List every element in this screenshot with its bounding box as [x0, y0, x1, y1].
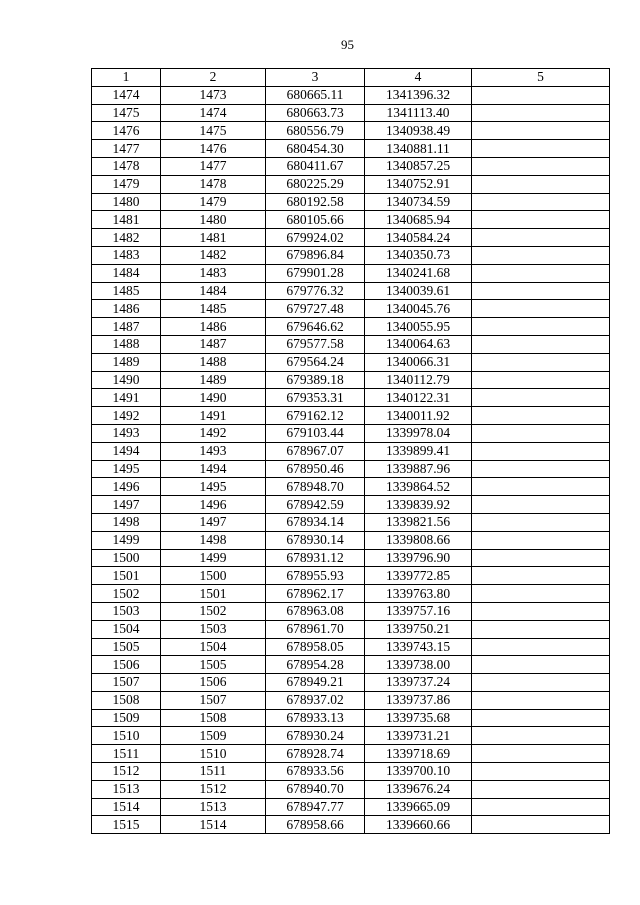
table-cell-col-3: 678958.66: [266, 816, 365, 834]
table-cell-col-4: 1340039.61: [365, 282, 472, 300]
table-cell-col-3: 678947.77: [266, 798, 365, 816]
table-cell-col-5: [472, 211, 610, 229]
table-cell-col-1: 1500: [92, 549, 161, 567]
table-cell-col-2: 1491: [161, 407, 266, 425]
table-cell-col-4: 1340584.24: [365, 229, 472, 247]
table-cell-col-1: 1506: [92, 656, 161, 674]
table-row: [92, 140, 610, 158]
table-cell-col-3: 678949.21: [266, 674, 365, 692]
table-cell-col-2: 1493: [161, 442, 266, 460]
table-row: [92, 193, 610, 211]
table-cell-col-2: 1475: [161, 122, 266, 140]
table-cell-col-3: 679103.44: [266, 424, 365, 442]
table-cell-col-3: 678930.24: [266, 727, 365, 745]
table-row: [92, 371, 610, 389]
table-cell-col-2: 1512: [161, 780, 266, 798]
table-cell-col-2: 1480: [161, 211, 266, 229]
table-cell-col-2: 1508: [161, 709, 266, 727]
table-cell-col-2: 1497: [161, 513, 266, 531]
table-cell-col-5: [472, 727, 610, 745]
table-cell-col-4: 1341396.32: [365, 86, 472, 104]
table-cell-col-4: 1340938.49: [365, 122, 472, 140]
table-cell-col-1: 1494: [92, 442, 161, 460]
table-row: [92, 460, 610, 478]
table-cell-col-1: 1514: [92, 798, 161, 816]
table-row: [92, 246, 610, 264]
table-cell-col-4: 1339899.41: [365, 442, 472, 460]
table-cell-col-3: 679924.02: [266, 229, 365, 247]
table-cell-col-5: [472, 318, 610, 336]
table-cell-col-3: 678967.07: [266, 442, 365, 460]
table-row: [92, 282, 610, 300]
table-cell-col-5: [472, 709, 610, 727]
table-cell-col-1: 1493: [92, 424, 161, 442]
table-cell-col-5: [472, 175, 610, 193]
table-cell-col-1: 1490: [92, 371, 161, 389]
table-cell-col-3: 679162.12: [266, 407, 365, 425]
table-row: [92, 798, 610, 816]
table-cell-col-1: 1477: [92, 140, 161, 158]
table-cell-col-2: 1500: [161, 567, 266, 585]
table-cell-col-3: 678950.46: [266, 460, 365, 478]
table-cell-col-2: 1484: [161, 282, 266, 300]
table-cell-col-5: [472, 691, 610, 709]
table-row: [92, 709, 610, 727]
table-row: [92, 424, 610, 442]
table-cell-col-1: 1501: [92, 567, 161, 585]
table-cell-col-1: 1481: [92, 211, 161, 229]
table-cell-col-2: 1510: [161, 745, 266, 763]
table-cell-col-5: [472, 424, 610, 442]
table-cell-col-5: [472, 122, 610, 140]
table-cell-col-3: 679389.18: [266, 371, 365, 389]
table-cell-col-5: [472, 229, 610, 247]
table-cell-col-2: 1481: [161, 229, 266, 247]
table-cell-col-5: [472, 460, 610, 478]
table-cell-col-2: 1507: [161, 691, 266, 709]
table-row: [92, 104, 610, 122]
table-row: [92, 86, 610, 104]
table-cell-col-5: [472, 567, 610, 585]
table-cell-col-3: 678954.28: [266, 656, 365, 674]
table-cell-col-1: 1510: [92, 727, 161, 745]
table-cell-col-1: 1474: [92, 86, 161, 104]
table-cell-col-4: 1339737.86: [365, 691, 472, 709]
table-cell-col-4: 1339887.96: [365, 460, 472, 478]
table-cell-col-2: 1483: [161, 264, 266, 282]
table-cell-col-4: 1339772.85: [365, 567, 472, 585]
table-cell-col-5: [472, 513, 610, 531]
table-cell-col-3: 678963.08: [266, 602, 365, 620]
table-cell-col-5: [472, 549, 610, 567]
table-row: [92, 567, 610, 585]
table-row: [92, 478, 610, 496]
table-cell-col-1: 1505: [92, 638, 161, 656]
table-cell-col-5: [472, 780, 610, 798]
table-cell-col-4: 1340011.92: [365, 407, 472, 425]
table-row: [92, 353, 610, 371]
table-cell-col-5: [472, 620, 610, 638]
table-row: [92, 531, 610, 549]
table-cell-col-4: 1340350.73: [365, 246, 472, 264]
table-cell-col-5: [472, 674, 610, 692]
table-cell-col-4: 1339757.16: [365, 602, 472, 620]
table-cell-col-2: 1502: [161, 602, 266, 620]
table-cell-col-2: 1477: [161, 157, 266, 175]
table-cell-col-1: 1507: [92, 674, 161, 692]
table-cell-col-5: [472, 246, 610, 264]
table-row: [92, 157, 610, 175]
column-header-2: 2: [161, 69, 266, 87]
table-cell-col-1: 1491: [92, 389, 161, 407]
table-cell-col-1: 1509: [92, 709, 161, 727]
table-cell-col-3: 680105.66: [266, 211, 365, 229]
table-cell-col-2: 1509: [161, 727, 266, 745]
table-cell-col-4: 1339731.21: [365, 727, 472, 745]
table-cell-col-5: [472, 602, 610, 620]
table-row: [92, 602, 610, 620]
table-cell-col-4: 1339763.80: [365, 585, 472, 603]
table-cell-col-4: 1339839.92: [365, 496, 472, 514]
table-cell-col-1: 1503: [92, 602, 161, 620]
table-body: [92, 86, 610, 833]
table-cell-col-1: 1495: [92, 460, 161, 478]
table-cell-col-2: 1485: [161, 300, 266, 318]
table-cell-col-1: 1475: [92, 104, 161, 122]
table-row: [92, 300, 610, 318]
table-cell-col-2: 1482: [161, 246, 266, 264]
table-cell-col-1: 1496: [92, 478, 161, 496]
table-cell-col-4: 1340857.25: [365, 157, 472, 175]
table-cell-col-3: 678931.12: [266, 549, 365, 567]
table-cell-col-4: 1339743.15: [365, 638, 472, 656]
table-cell-col-2: 1511: [161, 763, 266, 781]
table-cell-col-5: [472, 478, 610, 496]
table-cell-col-4: 1340881.11: [365, 140, 472, 158]
table-cell-col-1: 1485: [92, 282, 161, 300]
table-cell-col-3: 678948.70: [266, 478, 365, 496]
table-cell-col-1: 1515: [92, 816, 161, 834]
table-cell-col-3: 679577.58: [266, 335, 365, 353]
table-cell-col-1: 1499: [92, 531, 161, 549]
table-cell-col-3: 679353.31: [266, 389, 365, 407]
table-cell-col-2: 1503: [161, 620, 266, 638]
table-cell-col-1: 1512: [92, 763, 161, 781]
table-cell-col-3: 680192.58: [266, 193, 365, 211]
table-cell-col-5: [472, 585, 610, 603]
table-cell-col-1: 1508: [92, 691, 161, 709]
table-row: [92, 585, 610, 603]
table-cell-col-1: 1482: [92, 229, 161, 247]
table-cell-col-3: 678961.70: [266, 620, 365, 638]
table-cell-col-2: 1473: [161, 86, 266, 104]
table-cell-col-5: [472, 371, 610, 389]
table-cell-col-3: 680225.29: [266, 175, 365, 193]
table-cell-col-3: 678937.02: [266, 691, 365, 709]
table-cell-col-5: [472, 353, 610, 371]
table-cell-col-3: 679727.48: [266, 300, 365, 318]
table-cell-col-1: 1502: [92, 585, 161, 603]
table-cell-col-4: 1339864.52: [365, 478, 472, 496]
table-cell-col-4: 1340685.94: [365, 211, 472, 229]
table-row: [92, 620, 610, 638]
table-cell-col-2: 1495: [161, 478, 266, 496]
table-cell-col-1: 1480: [92, 193, 161, 211]
table-row: [92, 407, 610, 425]
column-header-1: 1: [92, 69, 161, 87]
table-cell-col-5: [472, 104, 610, 122]
table-row: [92, 674, 610, 692]
table-cell-col-5: [472, 798, 610, 816]
table-cell-col-2: 1498: [161, 531, 266, 549]
table-cell-col-1: 1489: [92, 353, 161, 371]
table-cell-col-3: 680663.73: [266, 104, 365, 122]
table-row: [92, 549, 610, 567]
table-cell-col-5: [472, 442, 610, 460]
table-row: [92, 513, 610, 531]
table-cell-col-4: 1339978.04: [365, 424, 472, 442]
table-cell-col-4: 1340055.95: [365, 318, 472, 336]
table-cell-col-5: [472, 816, 610, 834]
table-cell-col-2: 1501: [161, 585, 266, 603]
table-cell-col-2: 1486: [161, 318, 266, 336]
table-cell-col-4: 1339660.66: [365, 816, 472, 834]
table-row: [92, 745, 610, 763]
table-cell-col-3: 678928.74: [266, 745, 365, 763]
table-cell-col-5: [472, 264, 610, 282]
table-cell-col-2: 1492: [161, 424, 266, 442]
table-cell-col-4: 1339737.24: [365, 674, 472, 692]
table-cell-col-5: [472, 335, 610, 353]
table-row: [92, 691, 610, 709]
table-row: [92, 442, 610, 460]
table-cell-col-3: 678940.70: [266, 780, 365, 798]
page-number: 95: [341, 37, 354, 52]
table-row: [92, 496, 610, 514]
table-cell-col-2: 1489: [161, 371, 266, 389]
header-row: [92, 69, 610, 87]
table-cell-col-4: 1339735.68: [365, 709, 472, 727]
table-row: [92, 175, 610, 193]
table-cell-col-2: 1494: [161, 460, 266, 478]
table-cell-col-5: [472, 193, 610, 211]
table-row: [92, 389, 610, 407]
table-cell-col-2: 1474: [161, 104, 266, 122]
table-cell-col-2: 1514: [161, 816, 266, 834]
table-cell-col-3: 680556.79: [266, 122, 365, 140]
table-cell-col-5: [472, 140, 610, 158]
table-cell-col-4: 1339796.90: [365, 549, 472, 567]
table-cell-col-4: 1339700.10: [365, 763, 472, 781]
table-row: [92, 816, 610, 834]
table-row: [92, 122, 610, 140]
table-row: [92, 780, 610, 798]
table-cell-col-4: 1340241.68: [365, 264, 472, 282]
table-cell-col-2: 1506: [161, 674, 266, 692]
table-cell-col-5: [472, 282, 610, 300]
table-cell-col-1: 1486: [92, 300, 161, 318]
table-cell-col-4: 1340064.63: [365, 335, 472, 353]
table-cell-col-3: 679896.84: [266, 246, 365, 264]
table-cell-col-2: 1513: [161, 798, 266, 816]
table-cell-col-4: 1340122.31: [365, 389, 472, 407]
table-cell-col-4: 1340066.31: [365, 353, 472, 371]
table-cell-col-3: 680454.30: [266, 140, 365, 158]
table-cell-col-4: 1341113.40: [365, 104, 472, 122]
table-cell-col-2: 1478: [161, 175, 266, 193]
table-cell-col-1: 1478: [92, 157, 161, 175]
table-cell-col-5: [472, 300, 610, 318]
table-cell-col-3: 678958.05: [266, 638, 365, 656]
table-cell-col-1: 1483: [92, 246, 161, 264]
table-cell-col-4: 1339718.69: [365, 745, 472, 763]
table-cell-col-1: 1504: [92, 620, 161, 638]
table-cell-col-2: 1487: [161, 335, 266, 353]
column-header-4: 4: [365, 69, 472, 87]
table-cell-col-2: 1505: [161, 656, 266, 674]
table-cell-col-3: 678955.93: [266, 567, 365, 585]
table-cell-col-5: [472, 496, 610, 514]
table-cell-col-4: 1339821.56: [365, 513, 472, 531]
column-header-3: 3: [266, 69, 365, 87]
table-row: [92, 335, 610, 353]
table-cell-col-3: 678933.13: [266, 709, 365, 727]
table-cell-col-3: 678933.56: [266, 763, 365, 781]
table-cell-col-3: 678934.14: [266, 513, 365, 531]
table-cell-col-3: 679901.28: [266, 264, 365, 282]
table-cell-col-1: 1476: [92, 122, 161, 140]
table-header: [92, 69, 610, 87]
table-cell-col-1: 1513: [92, 780, 161, 798]
table-cell-col-5: [472, 763, 610, 781]
table-cell-col-5: [472, 638, 610, 656]
table-cell-col-4: 1339750.21: [365, 620, 472, 638]
table-cell-col-3: 678942.59: [266, 496, 365, 514]
table-cell-col-4: 1340734.59: [365, 193, 472, 211]
table-cell-col-5: [472, 531, 610, 549]
table-cell-col-2: 1504: [161, 638, 266, 656]
table-row: [92, 318, 610, 336]
table-cell-col-3: 679776.32: [266, 282, 365, 300]
table-row: [92, 211, 610, 229]
table-cell-col-3: 678930.14: [266, 531, 365, 549]
table-cell-col-5: [472, 389, 610, 407]
table-row: [92, 264, 610, 282]
table-cell-col-1: 1487: [92, 318, 161, 336]
table-cell-col-1: 1498: [92, 513, 161, 531]
table-cell-col-5: [472, 157, 610, 175]
table-cell-col-3: 680665.11: [266, 86, 365, 104]
table-cell-col-1: 1488: [92, 335, 161, 353]
table-cell-col-4: 1339676.24: [365, 780, 472, 798]
table-cell-col-2: 1488: [161, 353, 266, 371]
table-cell-col-4: 1339808.66: [365, 531, 472, 549]
table-row: [92, 638, 610, 656]
table-row: [92, 229, 610, 247]
table-cell-col-5: [472, 745, 610, 763]
table-cell-col-1: 1497: [92, 496, 161, 514]
table-cell-col-1: 1511: [92, 745, 161, 763]
column-header-5: 5: [472, 69, 610, 87]
table-cell-col-2: 1499: [161, 549, 266, 567]
table-cell-col-4: 1340112.79: [365, 371, 472, 389]
table-cell-col-3: 679564.24: [266, 353, 365, 371]
table-cell-col-3: 678962.17: [266, 585, 365, 603]
table-cell-col-4: 1339738.00: [365, 656, 472, 674]
table-cell-col-3: 679646.62: [266, 318, 365, 336]
table-cell-col-4: 1340045.76: [365, 300, 472, 318]
table-cell-col-1: 1479: [92, 175, 161, 193]
table-cell-col-4: 1339665.09: [365, 798, 472, 816]
coordinates-table: [91, 68, 610, 834]
table-cell-col-3: 680411.67: [266, 157, 365, 175]
table-cell-col-5: [472, 86, 610, 104]
table-row: [92, 763, 610, 781]
table-cell-col-2: 1479: [161, 193, 266, 211]
table-cell-col-1: 1484: [92, 264, 161, 282]
table-cell-col-5: [472, 407, 610, 425]
table-cell-col-2: 1476: [161, 140, 266, 158]
table-cell-col-1: 1492: [92, 407, 161, 425]
table-cell-col-2: 1496: [161, 496, 266, 514]
table-row: [92, 727, 610, 745]
table-row: [92, 656, 610, 674]
table-cell-col-5: [472, 656, 610, 674]
table-cell-col-4: 1340752.91: [365, 175, 472, 193]
table-cell-col-2: 1490: [161, 389, 266, 407]
